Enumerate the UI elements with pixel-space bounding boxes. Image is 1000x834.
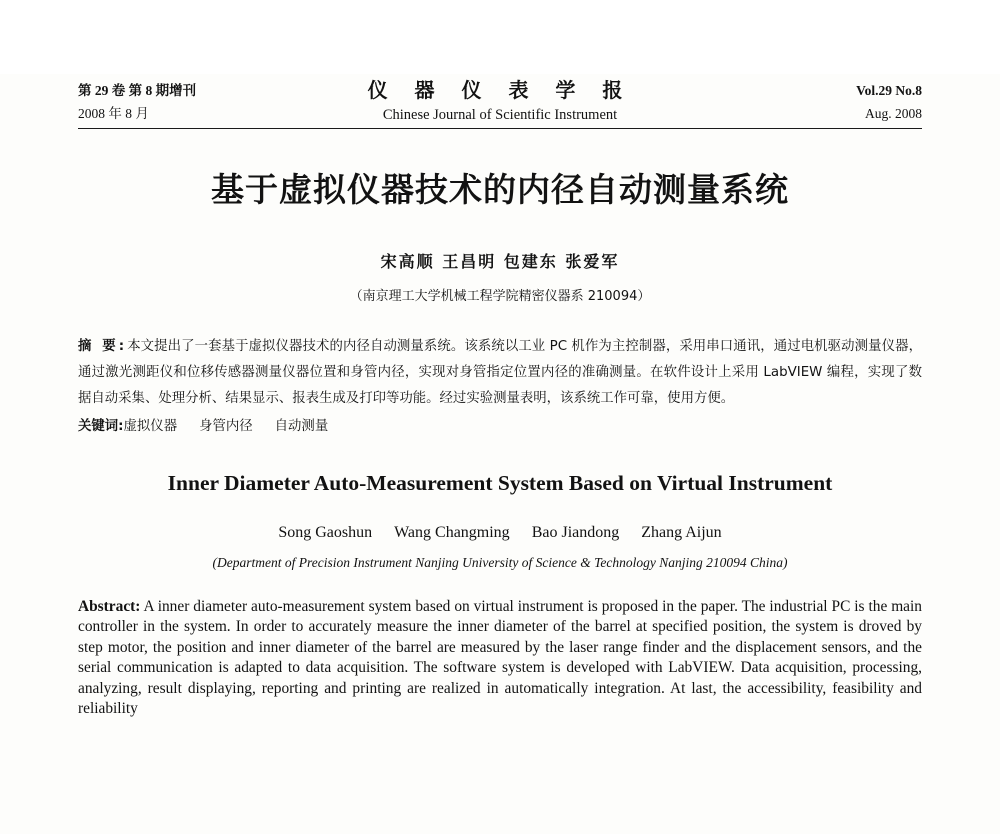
volume-issue: 第 29 卷 第 8 期增刊	[78, 82, 197, 98]
abstract-en	[78, 597, 922, 720]
author-en-2: Wang Changming	[394, 523, 510, 541]
affiliation-cn: （南京理工大学机械工程学院精密仪器系 210094）	[349, 289, 651, 304]
keyword-cn-2: 身管内径	[199, 419, 253, 435]
abstract-cn	[78, 334, 922, 412]
authors-en	[78, 524, 922, 542]
author-en-4: Zhang Aijun	[641, 523, 722, 541]
header-divider	[78, 128, 922, 129]
affiliation-en: (Department of Precision Instrument Nanjing University of Science & Technology Nanjing 210094 China)	[212, 554, 788, 570]
abstract-label-en: Abstract:	[78, 597, 141, 615]
author-en-1: Song Gaoshun	[278, 523, 373, 541]
journal-title-cn: 仪 器 仪 表 学 报	[367, 78, 633, 102]
volume-number-block	[712, 81, 922, 125]
abstract-text-en: A inner diameter auto-measurement system based on virtual instrument is proposed in the paper. The industrial PC is the main controller in the system. In order to accurately measure the inner diameter of the barrel at specified position, the system is droved by step motor, the position and inner diameter of the barrel are measured by the laser range finder and the displacement sensors, and the serial communication is adapted to data acquisition. The software system is developed with LabVIEW. Data acquisition, processing, analyzing, result displaying, reporting and printing are realized in automatically integration. At last, the accessibility, feasibility and reliability	[78, 597, 922, 717]
volume-number-en: Vol.29 No.8	[856, 82, 922, 98]
keyword-cn-3: 自动测量	[274, 419, 329, 435]
issue-date-en: Aug. 2008	[865, 105, 922, 121]
authors-cn: 宋高顺 王昌明 包建东 张爱军	[380, 252, 620, 271]
volume-issue-block	[78, 81, 288, 125]
paper-title-en: Inner Diameter Auto-Measurement System Based on Virtual Instrument	[167, 470, 833, 495]
keywords-label-cn: 关键词:	[78, 419, 124, 435]
abstract-text-cn: 本文提出了一套基于虚拟仪器技术的内径自动测量系统。该系统以工业 PC 机作为主控制器，采用串口通讯，通过电机驱动测量仪器，通过激光测距仪和位移传感器测量仪器位置和身管内径，实现对身管指定位置内径的准确测量。在软件设计上采用 LabVIEW 编程，实现了数据自动采集、处理分析、结果显示、报表生成及打印等功能。经过实验测量表明，该系统工作可靠，使用方便。	[78, 339, 922, 407]
journal-page	[0, 74, 1000, 834]
journal-title-block	[288, 74, 712, 124]
abstract-label-cn: 摘 要:	[78, 339, 128, 354]
issue-date-cn: 2008 年 8 月	[78, 105, 149, 121]
keyword-cn-1: 虚拟仪器	[123, 419, 178, 435]
running-head-row	[78, 74, 922, 124]
paper-title-cn: 基于虚拟仪器技术的内径自动测量系统	[211, 170, 789, 209]
journal-title-en: Chinese Journal of Scientific Instrument	[382, 107, 618, 123]
keywords-cn	[78, 414, 922, 440]
author-en-3: Bao Jiandong	[531, 523, 620, 541]
running-head	[78, 74, 922, 126]
